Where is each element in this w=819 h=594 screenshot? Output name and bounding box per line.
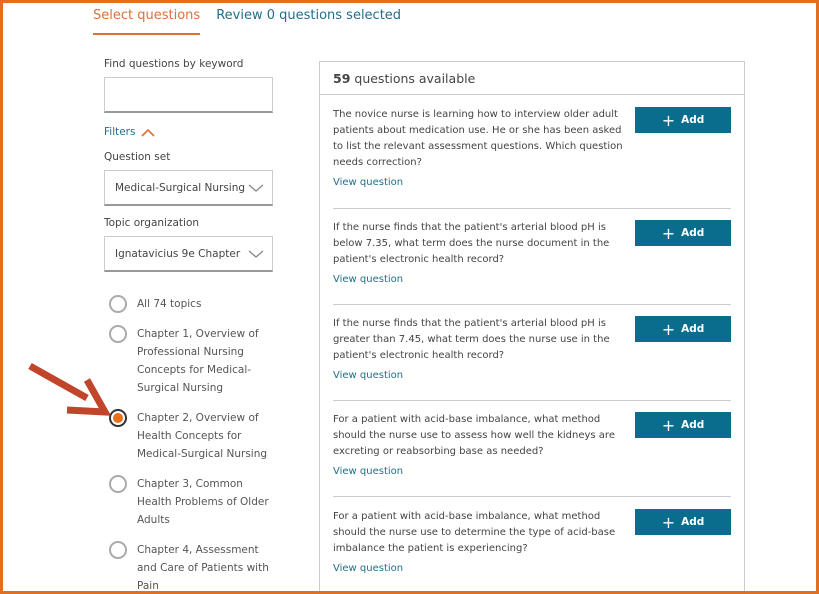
question-text: If the nurse finds that the patient's arterial blood pH is below 7.35, what term does the nurse document in the patient's electronic health record? bbox=[333, 222, 610, 265]
view-question-link[interactable]: View question bbox=[333, 370, 404, 381]
question-item bbox=[333, 509, 731, 574]
topic-radio-all[interactable] bbox=[109, 295, 277, 313]
search-label: Find questions by keyword bbox=[104, 58, 244, 70]
add-button[interactable] bbox=[635, 316, 731, 342]
plus-icon: + bbox=[661, 223, 676, 243]
view-question-link[interactable]: View question bbox=[333, 177, 404, 188]
topic-organization-select[interactable] bbox=[104, 236, 273, 272]
topic-radio-chapter-2[interactable] bbox=[109, 409, 277, 463]
annotation-arrow-icon bbox=[25, 358, 110, 418]
topic-label: Chapter 3, Common Health Problems of Older Adults bbox=[137, 478, 269, 526]
questions-count: 59 bbox=[333, 71, 351, 86]
add-label: Add bbox=[681, 323, 705, 335]
view-question-link[interactable]: View question bbox=[333, 274, 404, 285]
divider bbox=[333, 496, 731, 497]
plus-icon: + bbox=[661, 415, 676, 435]
question-text: For a patient with acid-base imbalance, what method should the nurse use to assess how well the kidneys are excreting or reabsorbing base as needed? bbox=[333, 414, 615, 457]
tab-select-questions[interactable]: Select questions bbox=[93, 8, 200, 35]
topic-label: All 74 topics bbox=[137, 298, 202, 310]
topic-radio-chapter-1[interactable] bbox=[109, 325, 262, 397]
radio-circle[interactable] bbox=[109, 541, 127, 559]
question-item bbox=[333, 107, 731, 188]
divider bbox=[333, 304, 731, 305]
question-set-value: Medical-Surgical Nursing bbox=[115, 181, 246, 194]
divider bbox=[333, 400, 731, 401]
question-item bbox=[333, 412, 731, 477]
filters-label: Filters bbox=[104, 126, 136, 138]
view-question-link[interactable]: View question bbox=[333, 563, 404, 574]
radio-circle[interactable] bbox=[109, 475, 127, 493]
tab-review-selected[interactable]: Review 0 questions selected bbox=[216, 8, 402, 23]
topic-organization-label: Topic organization bbox=[104, 217, 200, 229]
add-label: Add bbox=[681, 227, 705, 239]
questions-count-header bbox=[320, 62, 744, 95]
divider bbox=[333, 208, 731, 209]
chevron-down-icon bbox=[248, 249, 264, 259]
radio-circle[interactable] bbox=[109, 325, 127, 343]
add-button[interactable] bbox=[635, 220, 731, 246]
question-text: For a patient with acid-base imbalance, what method should the nurse use to determine the type of acid-base imbalance the patient is experiencing? bbox=[333, 511, 616, 554]
question-item bbox=[333, 316, 731, 381]
question-text: The novice nurse is learning how to interview older adult patients about medication use. He or she has been asked to list the relevant assessment questions. Which question needs correction? bbox=[333, 109, 623, 168]
chevron-down-icon bbox=[248, 183, 264, 193]
add-button[interactable] bbox=[635, 412, 731, 438]
plus-icon: + bbox=[661, 319, 676, 339]
filters-toggle[interactable] bbox=[104, 126, 155, 138]
question-item bbox=[333, 220, 731, 285]
add-button[interactable] bbox=[635, 509, 731, 535]
question-set-select[interactable] bbox=[104, 170, 273, 206]
topic-label: Chapter 4, Assessment and Care of Patients with Pain bbox=[137, 544, 269, 592]
plus-icon: + bbox=[661, 512, 676, 532]
add-label: Add bbox=[681, 516, 705, 528]
keyword-search-input[interactable] bbox=[104, 77, 273, 113]
tab-bar bbox=[93, 8, 401, 35]
topic-radio-chapter-4[interactable] bbox=[109, 541, 277, 594]
add-label: Add bbox=[681, 114, 705, 126]
questions-panel bbox=[319, 61, 745, 594]
plus-icon: + bbox=[661, 110, 676, 130]
add-button[interactable] bbox=[635, 107, 731, 133]
questions-count-suffix: questions available bbox=[350, 71, 476, 86]
topic-radio-chapter-3[interactable] bbox=[109, 475, 272, 529]
topic-label: Chapter 2, Overview of Health Concepts for Medical-Surgical Nursing bbox=[137, 412, 268, 460]
question-set-label: Question set bbox=[104, 151, 171, 163]
radio-circle[interactable] bbox=[109, 295, 127, 313]
view-question-link[interactable]: View question bbox=[333, 466, 404, 477]
topic-organization-value: Ignatavicius 9e Chapter bbox=[115, 247, 241, 260]
add-label: Add bbox=[681, 419, 705, 431]
topic-label: Chapter 1, Overview of Professional Nursing Concepts for Medical-Surgical Nursing bbox=[137, 328, 259, 394]
radio-circle-selected[interactable] bbox=[109, 409, 127, 427]
chevron-up-icon bbox=[141, 128, 155, 137]
question-text: If the nurse finds that the patient's arterial blood pH is greater than 7.45, what term does the nurse use in the patient's electronic health record? bbox=[333, 318, 610, 361]
